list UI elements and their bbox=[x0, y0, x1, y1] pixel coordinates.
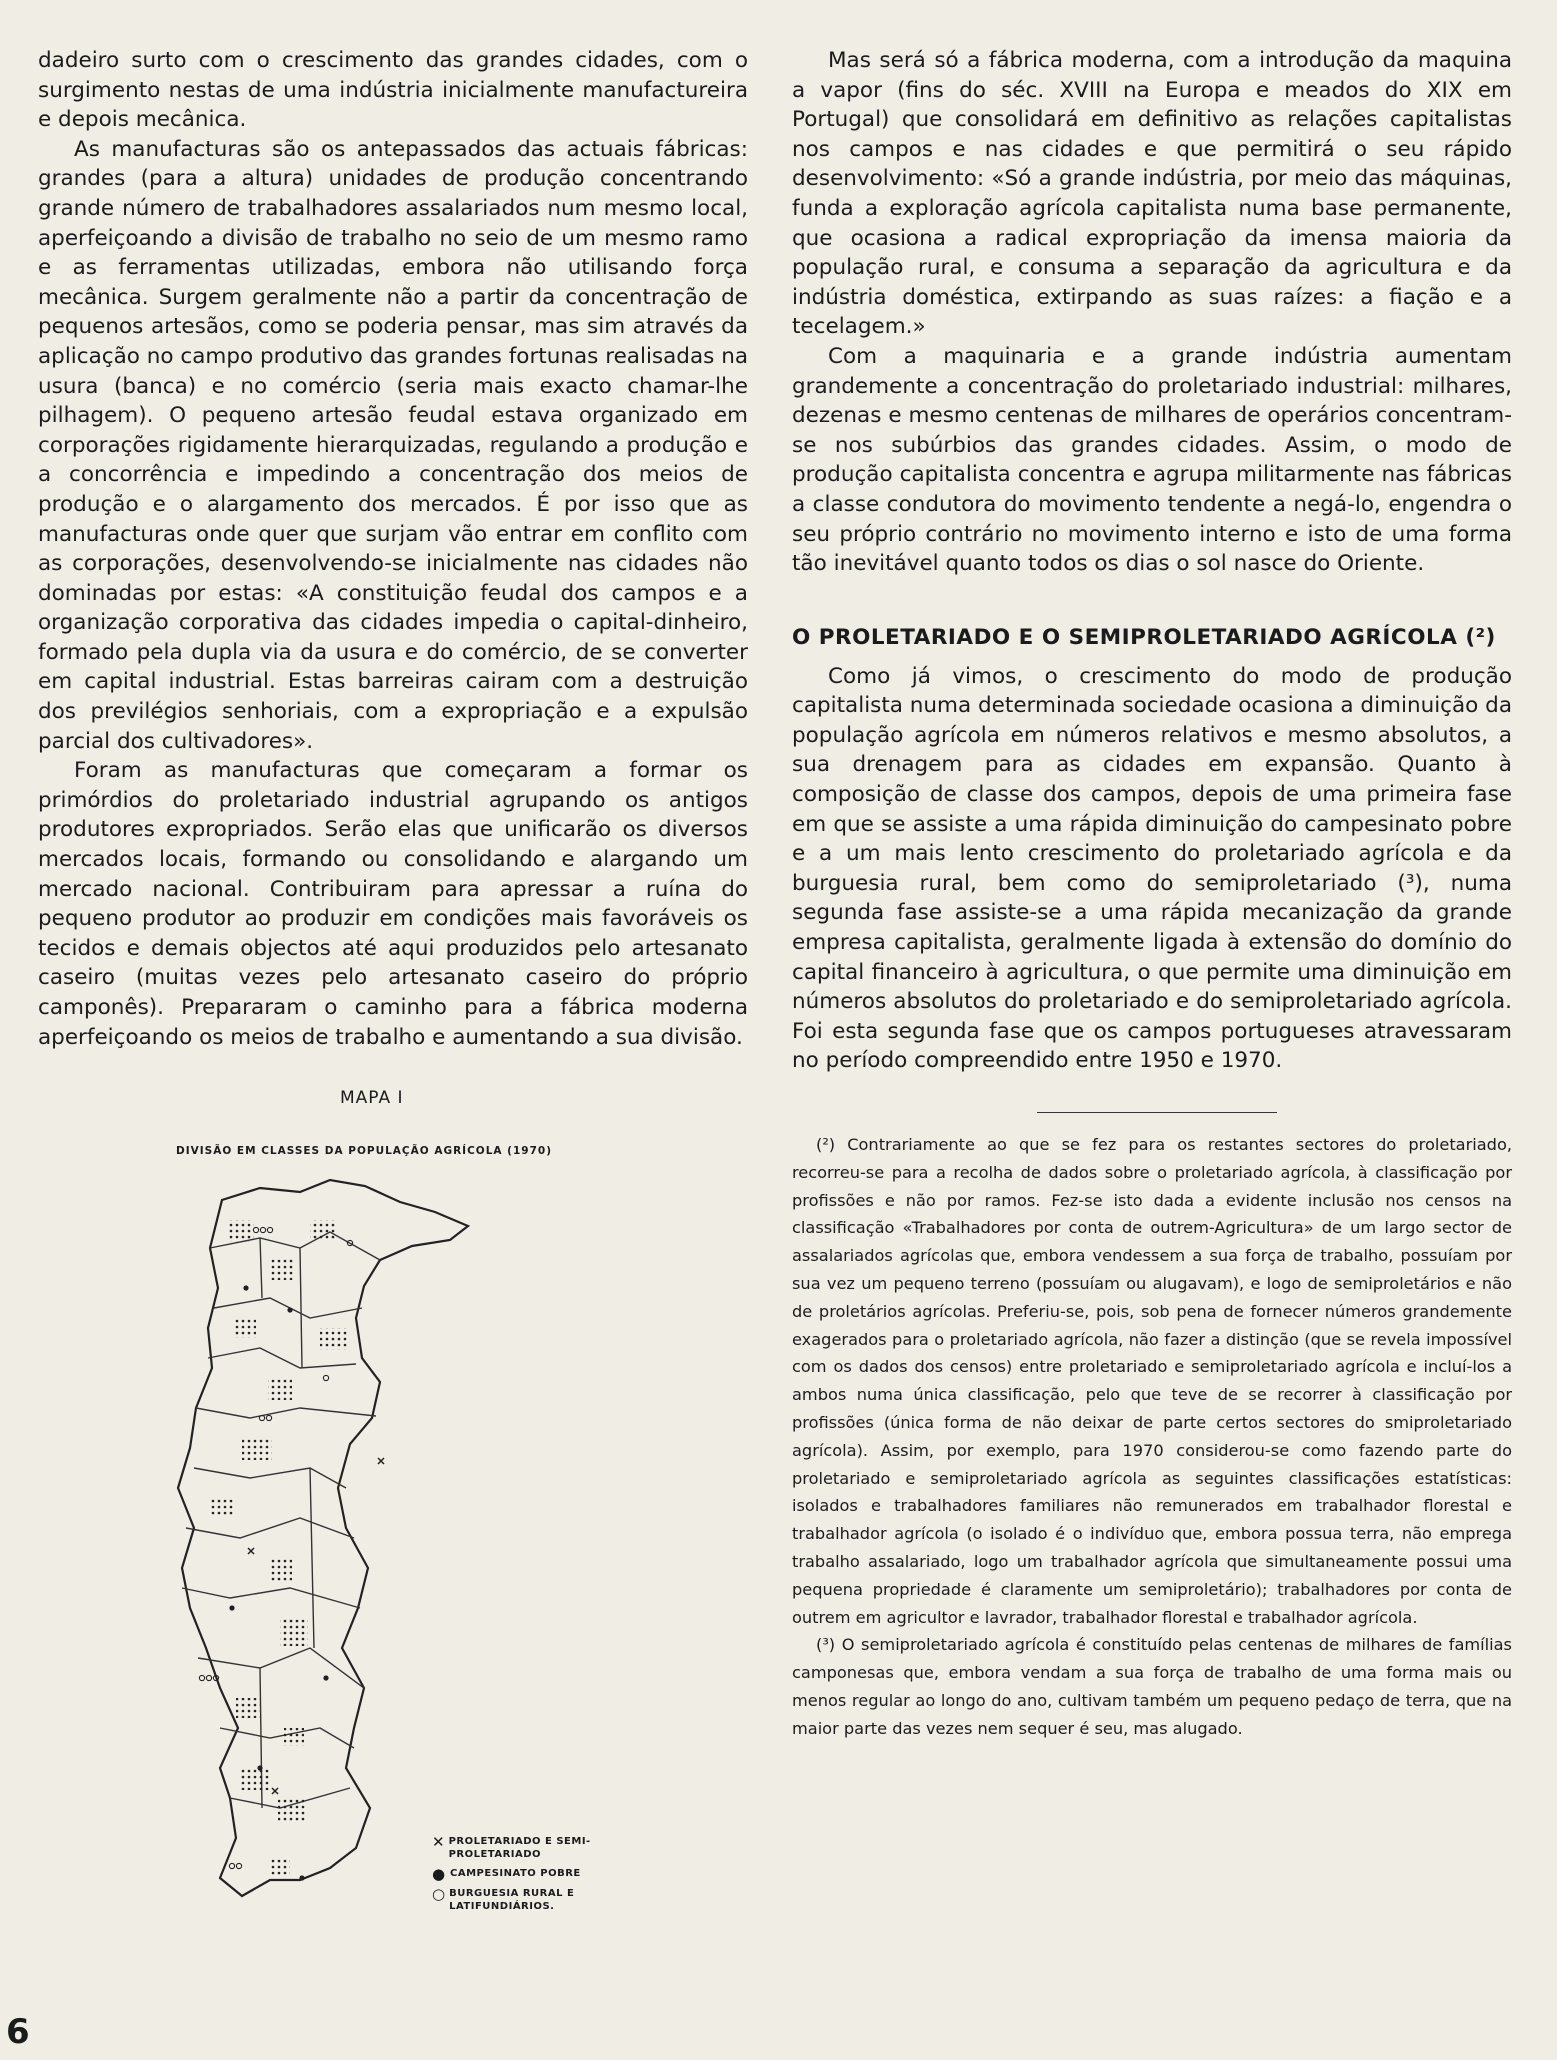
map-subtitle: DIVISÃO EM CLASSES DA POPULAÇÃO AGRÍCOLA (1970) bbox=[176, 1145, 553, 1157]
body-paragraph: Foram as manufacturas que começaram a formar os primórdios do proletariado industrial agrupando os antigos produtores expropriados. Serão elas que unificarão os diversos mercados locais, formando ou consolidando e alargando um mercado nacional. Contribuiram para apressar a ruína do pequeno produtor ao produzir em condições mais favoráveis os tecidos e demais objectos até aqui produzidos pelo artesanato caseiro (muitas vezes pelo artesanato caseiro do próprio camponês). Prepararam o caminho para a fábrica moderna aperfeiçoando os meios de trabalho e aumentando a sua divisão. bbox=[38, 758, 748, 1050]
legend-item bbox=[432, 1867, 642, 1881]
right-column bbox=[792, 46, 1512, 1743]
body-paragraph: Mas será só a fábrica moderna, com a introdução da maquina a vapor (fins do séc. XVIII na Europa e meados do XIX em Portugal) que consolidará em definitivo as relações capitalistas nos campos e nas cidades e que permitirá o seu rápido desenvolvimento: «Só a grande indústria, por meio das máquinas, funda a exploração agrícola capitalista numa base permanente, que ocasiona a radical expropriação da imensa maioria da população rural, e consuma a separação da agricultura e da indústria doméstica, extirpando as suas raízes: a fiação e a tecelagem.» bbox=[792, 48, 1512, 340]
peasantry-markers bbox=[229, 1285, 328, 1880]
legend-item bbox=[432, 1835, 642, 1861]
section-heading: O PROLETARIADO E O SEMIPROLETARIADO AGRÍCOLA (²) bbox=[792, 624, 1496, 650]
filled-dot-icon: ● bbox=[432, 1865, 446, 1883]
legend-label: PROLETARIADO E SEMI-PROLETARIADO bbox=[448, 1836, 591, 1860]
district-boundaries bbox=[182, 1232, 380, 1808]
body-paragraph: Como já vimos, o crescimento do modo de produção capitalista numa determinada sociedade ocasiona a diminuição da população agrícola em números relativos e mesmo absolutos, a sua drenagem para as cidades em expansão. Quanto à composição de classe dos campos, depois de uma primeira fase em que se assiste a uma rápida diminuição do campesinato pobre e a um mais lento crescimento do proletariado agrícola e da burguesia rural, bem como do semiproletariado (³), numa segunda fase assiste-se a uma rápida mecanização da grande empresa capitalista, geralmente ligada à extensão do domínio do capital financeiro à agricultura, o que permite uma diminuição em números absolutos do proletariado e do semiproletariado agrícola. Foi esta segunda fase que os campos portugueses atravessaram no período compreendido entre 1950 e 1970. bbox=[792, 663, 1512, 1074]
legend-label: CAMPESINATO POBRE bbox=[450, 1868, 581, 1879]
body-paragraph: dadeiro surto com o crescimento das grandes cidades, com o surgimento nestas de uma indústria inicialmente manufactureira e depois mecânica. bbox=[38, 48, 748, 133]
page-number: 6 bbox=[6, 2012, 30, 2052]
footnote: (³) O semiproletariado agrícola é constituído pelas centenas de milhares de famílias camponesas que, embora vendam a sua força de trabalho de uma forma mais ou menos regular ao longo do ano, cultivam também um pequeno pedaço de terra, que na maior parte das vezes nem sequer é seu, mas alugado. bbox=[792, 1635, 1512, 1738]
left-column bbox=[38, 46, 748, 1052]
map-portugal bbox=[150, 1168, 610, 1923]
body-paragraph: As manufacturas são os antepassados das actuais fábricas: grandes (para a altura) unidades de produção concentrando grande número de trabalhadores assalariados num mesmo local, aperfeiçoando a divisão de trabalho no seio de um mesmo ramo e as ferramentas utilizadas, embora não utilisando força mecânica. Surgem geralmente não a partir da concentração de pequenos artesãos, como se poderia pensar, mas sim através da aplicação no campo produtivo das grandes fortunas realisadas na usura (banca) e no comércio (seria mais exacto chamar-lhe pilhagem). O pequeno artesão feudal estava organizado em corporações rigidamente hierarquizadas, regulando a produção e a concorrência e impedindo a concentração dos meios de produção e o alargamento dos mercados. É por isso que as manufacturas onde quer que surjam vão entrar em conflito com as corporações, desenvolvendo-se inicialmente nas cidades não dominadas por estas: «A constituição feudal dos campos e a organização corporativa das cidades impedia o capital-dinheiro, formado pela dupla via da usura e do comércio, de se converter em capital industrial. Estas barreiras cairam com a destruição dos previlégios senhoriais, com a expropriação e a expulsão parcial dos cultivadores». bbox=[38, 136, 748, 754]
proletariat-markers bbox=[210, 1220, 348, 1876]
country-outline bbox=[178, 1180, 468, 1896]
open-circle-icon: ○ bbox=[432, 1885, 446, 1903]
footnote-divider bbox=[1037, 1112, 1277, 1113]
cross-icon: ✕ bbox=[432, 1833, 445, 1851]
footnote: (²) Contrariamente ao que se fez para os restantes sectores do proletariado, recorreu-se para a recolha de dados sobre o proletariado agrícola, à classificação por profissões e não por ramos. Fez-se isto dada a evidente inclusão nos censos na classificação «Trabalhadores por conta de outrem-Agricultura» de um largo sector de assalariados agrícolas que, embora vendessem a sua força de trabalho, possuíam por sua vez um pequeno terreno (possuíam ou alugavam), e logo de semiproletários e não de proletários agrícolas. Preferiu-se, pois, sob pena de fornecer números grandemente exagerados para o proletariado agrícola, não fazer a distinção (que se revela impossível com os dados dos censos) entre proletariado e semiproletariado agrícola e incluí-los a ambos numa única classificação, pelo que teve de se recorrer à classificação por profissões (única forma de não deixar de parte certos sectores do smiproletariado agrícola). Assim, por exemplo, para 1970 considerou-se como fazendo parte do proletariado e semiproletariado agrícola as seguintes classificações estatísticas: isolados e trabalhadores familiares não remunerados em trabalhador florestal e trabalhador agrícola (o isolado é o indivíduo que, embora possua terra, não emprega trabalho assalariado, logo um trabalhador agrícola que simultaneamente possui uma pequena propriedade é claramente um semiproletário); trabalhadores por conta de outrem em agricultor e lavrador, trabalhador florestal e trabalhador agrícola. bbox=[792, 1135, 1512, 1627]
map-legend bbox=[432, 1835, 642, 1919]
legend-item bbox=[432, 1887, 642, 1913]
body-paragraph: Com a maquinaria e a grande indústria aumentam grandemente a concentração do proletariado industrial: milhares, dezenas e mesmo centenas de milhares de operários concentram-se nos subúrbios das grandes cidades. Assim, o modo de produção capitalista concentra e agrupa militarmente nas fábricas a classe condutora do movimento tendente a negá-lo, engendra o seu próprio contrário no movimento interno e isto de uma forma tão inevitável quanto todos os dias o sol nasce do Oriente. bbox=[792, 343, 1512, 577]
legend-label: BURGUESIA RURAL E LATIFUNDIÁRIOS. bbox=[449, 1888, 575, 1912]
map-title: MAPA I bbox=[340, 1088, 404, 1108]
cross-markers bbox=[248, 1458, 384, 1794]
